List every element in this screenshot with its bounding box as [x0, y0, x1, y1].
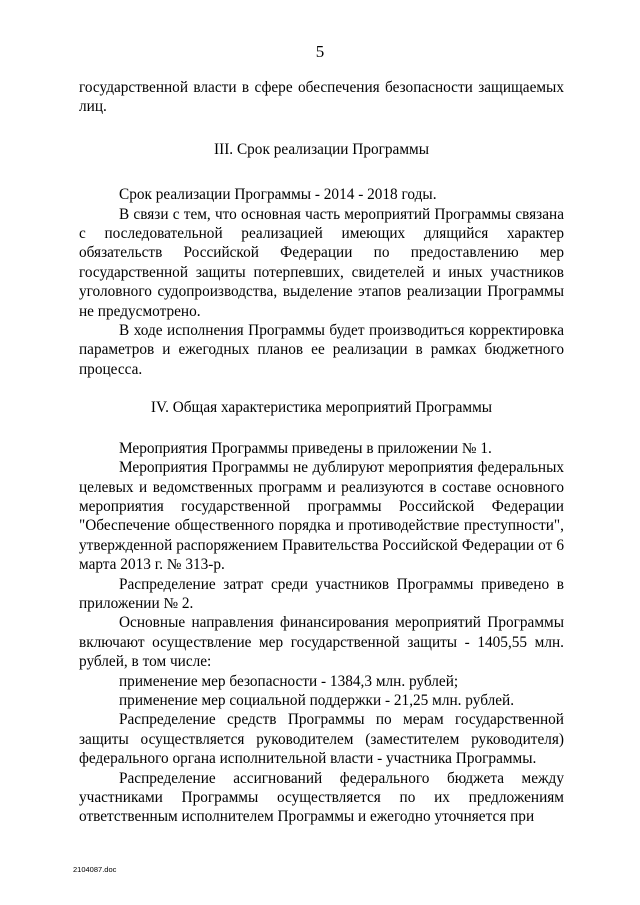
section-heading-iv: IV. Общая характеристика мероприятий Программы — [150, 399, 493, 417]
document-body — [79, 78, 564, 827]
section-heading-iii: III. Срок реализации Программы — [214, 140, 429, 158]
paragraph-continuation: государственной власти в сфере обеспечения безопасности защищаемых лиц. — [79, 79, 564, 116]
financing-item-security: применение мер безопасности - 1384,3 млн. рублей; — [119, 672, 459, 690]
page-number: 5 — [315, 42, 325, 61]
paragraph-appendix-2: Распределение затрат среди участников Программы приведено в приложении № 2. — [79, 575, 564, 612]
paragraph-no-duplication: Мероприятия Программы не дублируют мероприятия федеральных целевых и ведомственных программ и реализуются в составе основного мероприятия государственной программы Российской Федерации "Обеспечение общественного порядка и противодействие преступности", утвержденной распоряжением Правительства Российской Федерации от 6 марта 2013 г. № 313-р. — [79, 459, 564, 574]
financing-item-social: применение мер социальной поддержки - 21,25 млн. рублей. — [119, 691, 515, 709]
paragraph-distribution-funds: Распределение средств Программы по мерам государственной защиты осуществляется руководителем (заместителем руководителя) федерального органа исполнительной власти - участника Программы. — [79, 711, 564, 768]
paragraph-term: Срок реализации Программы - 2014 - 2018 годы. — [119, 186, 437, 204]
paragraph-adjustment: В ходе исполнения Программы будет производиться корректировка параметров и ежегодных планов ее реализации в рамках бюджетного процесса. — [79, 322, 564, 378]
paragraph-appendix-1: Мероприятия Программы приведены в приложении № 1. — [119, 439, 492, 457]
paragraph-distribution-allocations: Распределение ассигнований федерального бюджета между участниками Программы осуществляется по их предложениям ответственным исполнителем Программы и ежегодно уточняется при — [79, 769, 564, 826]
paragraph-financing: Основные направления финансирования мероприятий Программы включают осуществление мер государственной защиты - 1405,55 млн. рублей, в том числе: — [79, 614, 564, 671]
paragraph-stages: В связи с тем, что основная часть мероприятий Программы связана с последовательной реализацией имеющих длящийся характер обязательств Российской Федерации по предоставлению мер государственной защиты потерпевших, свидетелей и иных участников уголовного судопроизводства, выделение этапов реализации Программы не предусмотрено. — [79, 205, 564, 320]
file-name-footer: 2104087.doc — [73, 865, 117, 874]
